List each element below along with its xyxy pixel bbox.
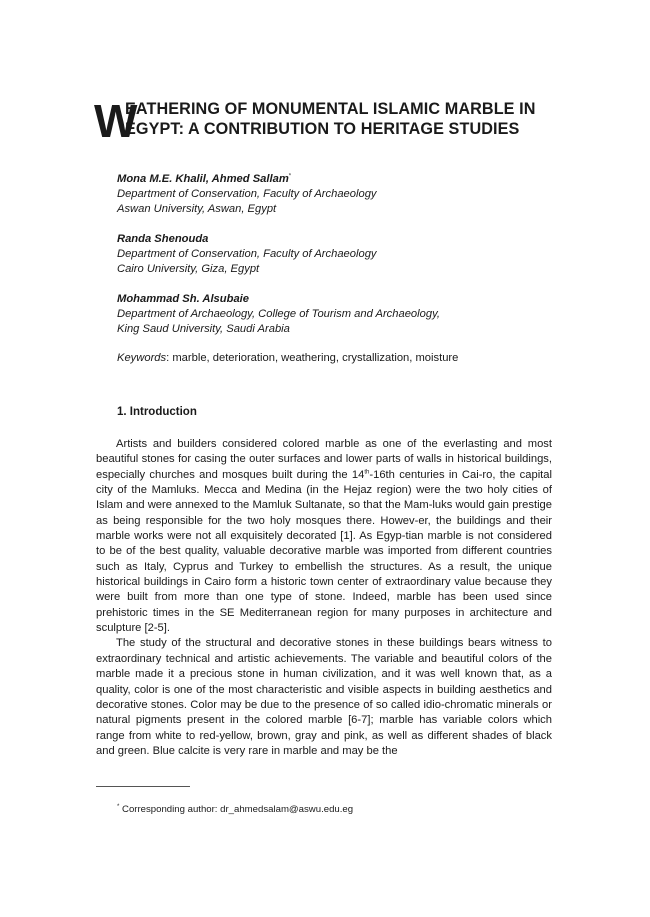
affiliation-line: Aswan University, Aswan, Egypt: [117, 203, 277, 215]
author-block-3: [117, 292, 440, 337]
affiliation-line: Department of Conservation, Faculty of Archaeology: [117, 188, 377, 200]
paragraph-1: [96, 437, 552, 636]
footnote: [117, 804, 353, 815]
corresponding-mark: *: [288, 173, 292, 180]
keywords-line: [117, 352, 458, 364]
footnote-text: Corresponding author: dr_ahmedsalam@aswu.edu.eg: [119, 804, 354, 815]
affiliation-line: King Saud University, Saudi Arabia: [117, 323, 290, 335]
title-line-1: EATHERING OF MONUMENTAL ISLAMIC MARBLE IN: [125, 100, 536, 118]
paragraph-1-part-2: -16th centuries in Cai-ro, the capital city of the Mamluks. Mecca and Medina (in the Hejaz region) were the two holy cities of Islam and were annexed to the Mamluk Sultanate, so that the Mam-luks would gain prestige as being responsible for the two holy mosques there. Howev-er, the buildings and their marble works were not all exquisitely decorated [1]. As Egyp-tian marble is not considered to be of the best quality, valuable decorative marble was imported from different countries such as Italy, Cyprus and Turkey to embellish the structures. As a result, the unique historical buildings in Cairo form a historic town center of extraordinary value because they were built from more than one type of stone. Indeed, marble has been used since prehistoric times in the SE Mediterranean region for many purposes in architecture and sculpture [2-5].: [96, 468, 552, 635]
author-block-2: [117, 232, 377, 277]
paragraph-2: The study of the structural and decorative stones in these buildings bears witness to extraordinary technical and artistic achievements. The variable and beautiful colors of the marble made it a precious stone in human civilization, and it was well known that, as a quality, color is one of the most characteristic and visible aspects in building aesthetics and decorative stones. Color may be due to the presence of so called idio-chromatic minerals or natural pigments present in the colored marble [6-7]; marble has variable colors which range from white to red-yellow, brown, gray and pink, as well as different shades of black and green. Blue calcite is very rare in marble and may be the: [96, 637, 552, 757]
keywords-text: : marble, deterioration, weathering, crystallization, moisture: [166, 352, 459, 364]
author-name: Mona M.E. Khalil, Ahmed Sallam: [117, 173, 289, 185]
body-text: [96, 437, 552, 759]
paragraph-1-part-1: Artists and builders considered colored marble as one of the everlasting and most beautiful stones for casing the outer surfaces and lower parts of walls in historical buildings, especially churches and mosques built during the 14: [96, 438, 552, 481]
title-line-2: EGYPT: A CONTRIBUTION TO HERITAGE STUDIES: [125, 120, 520, 138]
affiliation-line: Cairo University, Giza, Egypt: [117, 263, 260, 275]
author-block-1: [117, 172, 377, 217]
section-heading: 1. Introduction: [117, 406, 197, 418]
superscript-th: th: [364, 468, 370, 475]
footnote-mark: *: [117, 803, 120, 810]
keywords-label: Keywords: [117, 352, 167, 364]
author-name: Mohammad Sh. Alsubaie: [117, 293, 249, 305]
footnote-rule: [96, 786, 190, 787]
title-dropcap: W: [94, 95, 138, 147]
author-name: Randa Shenouda: [117, 233, 209, 245]
affiliation-line: Department of Conservation, Faculty of Archaeology: [117, 248, 377, 260]
affiliation-line: Department of Archaeology, College of Tourism and Archaeology,: [117, 308, 440, 320]
paper-title: [94, 96, 574, 146]
